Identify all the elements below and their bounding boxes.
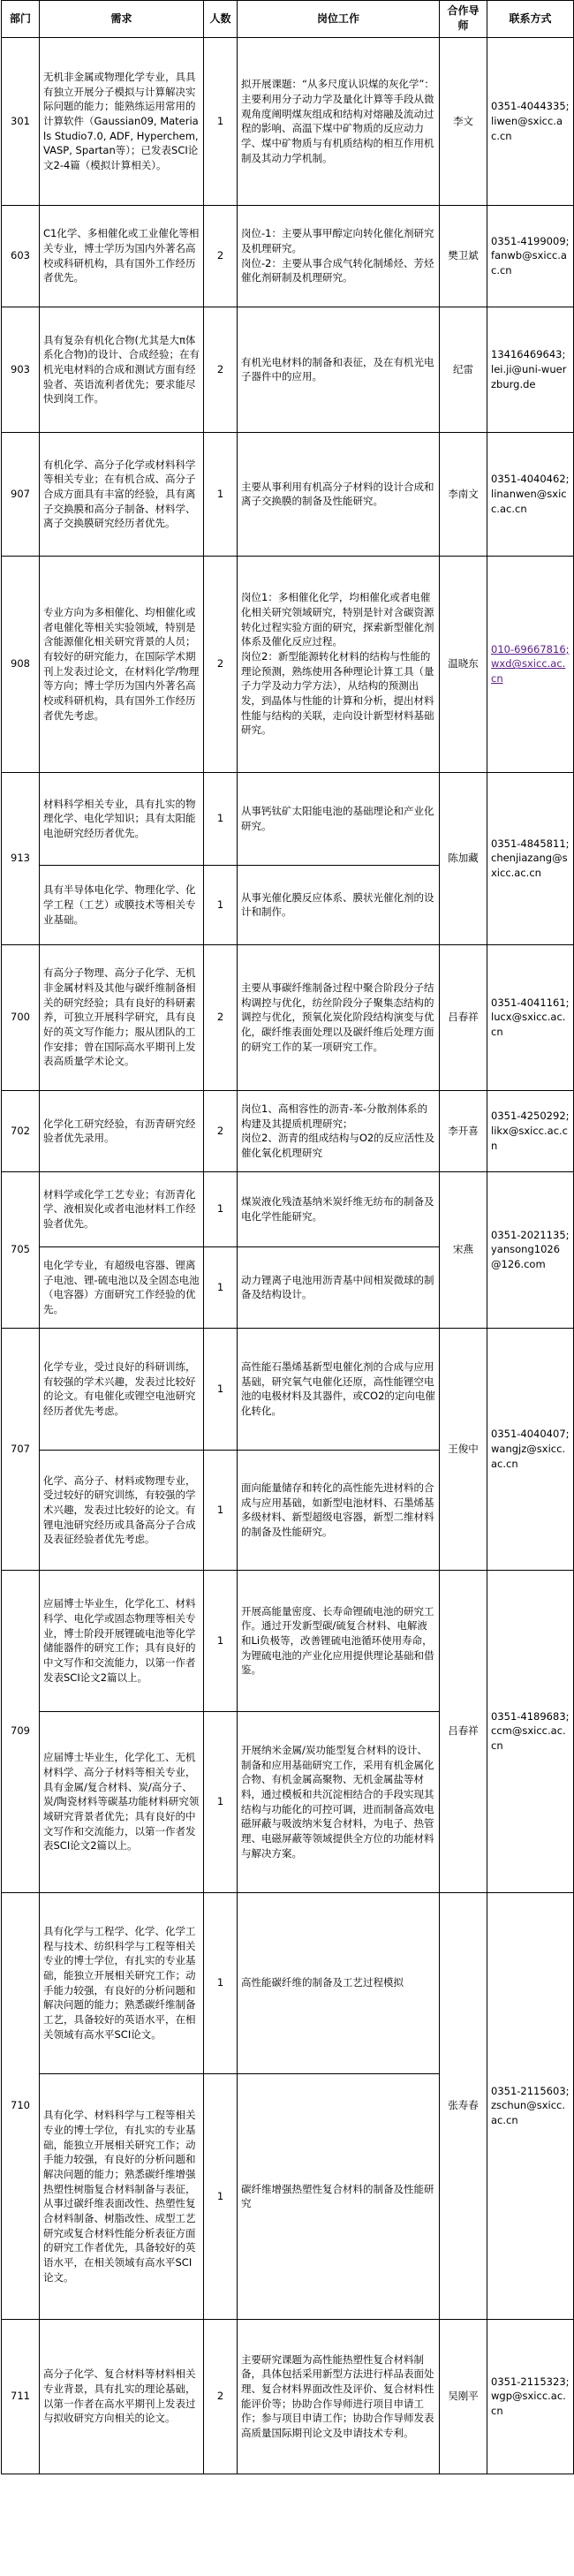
duty-cell: 高性能石墨烯基新型电催化剂的合成与应用基础，研究氧气电催化还原，高性能锂空电池的电极材料及其器件，或CO2的定向电催化转化。 [238,1328,440,1450]
tutor-cell: 李开喜 [440,1090,487,1171]
tutor-cell: 李文 [440,37,487,205]
count-cell: 1 [204,2073,238,2319]
count-cell: 1 [204,1450,238,1570]
count-cell: 1 [204,772,238,865]
requirement-cell: 化学专业，受过良好的科研训练，有较强的学术兴趣，发表过比较好的论文。有电催化或锂空电池研究经历者优先考虑。 [40,1328,204,1450]
dept-cell: 903 [2,307,40,432]
tutor-cell: 温晓东 [440,556,487,772]
header-row [2,1,574,38]
table-row [2,205,574,307]
count-cell: 1 [204,37,238,205]
count-cell: 1 [204,1892,238,2073]
duty-cell: 开展纳米金属/炭功能型复合材料的设计、制备和应用基础研究工作，采用有机金属化合物、有机金属高聚物、无机金属盐等材料，通过模板和共沉淀相结合的手段实现其结构与功能化的可控可调，进而制备高效电磁屏蔽与吸波纳米复合材料，为电子、热管理、电磁屏蔽等领域提供全方位的功能材料与解决方案。 [238,1711,440,1892]
duty-cell: 拟开展课题：“从多尺度认识煤的灰化学”：主要利用分子动力学及量化计算等手段从微观角度阐明煤灰组成和结构对熔融及流动过程的影响、高温下煤中矿物质的反应动力学、煤中矿物质与有机质结构的相互作用机制及其动力学机制。 [238,37,440,205]
count-cell: 2 [204,205,238,307]
header-dept: 部门 [2,1,40,38]
contact-cell: 0351-4250292; likx@sxicc.ac.cn [487,1090,574,1171]
requirement-cell: 具有复杂有机化合物(尤其是大π体系化合物)的设计、合成经验；在有机光电材料的合成和测试方面有经验者、英语流利者优先；要求能尽快到岗工作。 [40,307,204,432]
tutor-cell: 吕春祥 [440,944,487,1090]
requirement-cell: 化学化工研究经验，有沥青研究经验者优先录用。 [40,1090,204,1171]
table-row [2,556,574,772]
duty-cell: 主要从事碳纤维制备过程中聚合阶段分子结构调控与优化，纺丝阶段分子聚集态结构的调控与优化，预氧化炭化阶段结构演变与优化，碳纤维表面处理以及碳纤维后处理方面的研究工作的某一项研究工作。 [238,944,440,1090]
tutor-cell: 王俊中 [440,1328,487,1570]
requirement-cell: 具有半导体电化学、物理化学、化学工程（工艺）或膜技术等相关专业基础。 [40,865,204,944]
contact-cell: 0351-4189683; ccm@sxicc.ac.cn [487,1570,574,1892]
dept-cell: 707 [2,1328,40,1570]
table-row [2,1328,574,1450]
table-row [2,1090,574,1171]
requirement-cell: 有高分子物理、高分子化学、无机非金属材料及其他与碳纤维制备相关的研究经验；具有良好的科研素养，可独立开展科学研究，具有良好的英文写作能力；服从团队的工作安排；曾在国际高水平期刊上发表高质量学术论文。 [40,944,204,1090]
tutor-cell: 张寿春 [440,1892,487,2319]
tutor-cell: 宋燕 [440,1171,487,1328]
contact-cell: 0351-2021135; yansong1026@126.com [487,1171,574,1328]
contact-cell: 0351-4040407; wangjz@sxicc.ac.cn [487,1328,574,1570]
requirement-cell: 化学、高分子、材料或物理专业，受过较好的研究训练，有较强的学术兴趣，发表过比较好的论文。有锂电池研究经历或具备高分子合成及表征经验者优先考虑。 [40,1450,204,1570]
requirement-cell: 应届博士毕业生，化学化工、材料科学、电化学或固态物理等相关专业，博士阶段开展锂硫电池等化学储能器件的研究工作；具有良好的中文写作和交流能力，以第一作者发表SCI论文2篇以上。 [40,1570,204,1711]
contact-cell: 0351-2115603; zschun@sxicc.ac.cn [487,1892,574,2319]
table-row [2,944,574,1090]
tutor-cell: 樊卫斌 [440,205,487,307]
count-cell: 1 [204,1711,238,1892]
count-cell: 1 [204,1570,238,1711]
requirement-cell: 应届博士毕业生，化学化工、无机材料学、高分子材料等相关专业，具有金属/复合材料、炭/高分子、炭/陶瓷材料等碳基功能材料研究领域研究背景者优先；具有良好的中文写作和交流能力，以第一作者发表SCI论文2篇以上。 [40,1711,204,1892]
duty-cell: 开展高能量密度、长寿命锂硫电池的研究工作。通过开发新型碳/硫复合材料、电解液和Li负极等，改善锂硫电池循环使用寿命，为锂硫电池的产业化应用提供理论基础和借鉴。 [238,1570,440,1711]
tutor-cell: 陈加藏 [440,772,487,944]
requirement-cell: 有机化学、高分子化学或材料科学等相关专业；在有机合成、高分子合成方面具有丰富的经验，具有离子交换膜和高分子制备、材料学、离子交换膜研究经历者优先。 [40,432,204,556]
recruitment-table [1,0,574,2474]
table-row [2,432,574,556]
dept-cell: 603 [2,205,40,307]
duty-cell: 动力锂离子电池用沥青基中间相炭微球的制备及结构设计。 [238,1246,440,1328]
table-row [2,37,574,205]
requirement-cell: 电化学专业，有超级电容器、锂离子电池、锂-硫电池以及全固态电池（电容器）方面研究工作经验的优先。 [40,1246,204,1328]
table-row [2,1570,574,1711]
dept-cell: 709 [2,1570,40,1892]
contact-cell[interactable] [487,556,574,772]
table-row [2,1171,574,1246]
table-row [2,1892,574,2073]
count-cell: 1 [204,1171,238,1246]
duty-cell: 岗位1：多相催化化学，均相催化或者电催化相关研究领域研究，特别是针对含碳资源转化过程实验方面的研究，探索新型催化剂体系及催化反应过程。 岗位2：新型能源转化材料的结构与性能的理论预测，熟练使用各种理论计算工具（量子力学及动力学方法），从结构的预测出发，到晶体与性能的计算和分析，提出材料性能与结构的关联，走向设计新型材料基础研究。 [238,556,440,772]
count-cell: 2 [204,2319,238,2474]
requirement-cell: 具有化学、材料科学与工程等相关专业的博士学位，有扎实的专业基础，能独立开展相关研究工作；动手能力较强，有良好的分析问题和解决问题的能力；熟悉碳纤维增强热塑性树脂复合材料制备与表征，从事过碳纤维表面改性、热塑性复合材料制备、树脂改性、成型工艺研究或复合材料性能分析表征方面的研究工作者优先，具备较好的英语水平，在相关领域有高水平SCI论文。 [40,2073,204,2319]
duty-cell: 岗位1、高相容性的沥青-苯-分散剂体系的构建及其提质机理研究； 岗位2、沥青的组成结构与O2的反应活性及催化氧化机理研究 [238,1090,440,1171]
contact-cell: 0351-4044335; liwen@sxicc.ac.cn [487,37,574,205]
header-duty: 岗位工作 [238,1,440,38]
tutor-cell: 李南文 [440,432,487,556]
table-row [2,772,574,865]
duty-cell: 面向能量储存和转化的高性能先进材料的合成与应用基础，如新型电池材料、石墨烯基多级材料、新型超级电容器，新型二维材料的制备及性能研究。 [238,1450,440,1570]
dept-cell: 710 [2,1892,40,2319]
dept-cell: 913 [2,772,40,944]
dept-cell: 702 [2,1090,40,1171]
duty-cell: 主要研究课题为高性能热塑性复合材料制备，具体包括采用新型方法进行样品表面处理、复合材料界面改性及评价、复合材料性能评价等；协助合作导师进行项目申请工作；参与项目申请工作；协助合作导师发表高质量国际期刊论文及申请技术专利。 [238,2319,440,2474]
tutor-cell: 纪雷 [440,307,487,432]
dept-cell: 908 [2,556,40,772]
count-cell: 2 [204,1090,238,1171]
duty-cell: 碳纤维增强热塑性复合材料的制备及性能研究 [238,2073,440,2319]
requirement-cell: 高分子化学、复合材料等材料相关专业背景，具有扎实的理论基础，以第一作者在高水平期刊上发表过与拟收研究方向相关的论文。 [40,2319,204,2474]
count-cell: 1 [204,865,238,944]
header-contact: 联系方式 [487,1,574,38]
requirement-cell: 材料科学相关专业，具有扎实的物理化学、电化学知识；具有太阳能电池研究经历者优先。 [40,772,204,865]
header-count: 人数 [204,1,238,38]
requirement-cell: 具有化学与工程学、化学、化学工程与技术、纺织科学与工程等相关专业的博士学位，有扎实的专业基础，能独立开展相关研究工作；动手能力较强，有良好的分析问题和解决问题的能力；熟悉碳纤维制备工艺，具备较好的英语水平，在相关领域有高水平SCI论文。 [40,1892,204,2073]
duty-cell: 从事钙钛矿太阳能电池的基础理论和产业化研究。 [238,772,440,865]
count-cell: 1 [204,1328,238,1450]
requirement-cell: 材料学或化学工艺专业；有沥青化学、液相炭化或者电池材料工作经验者优先。 [40,1171,204,1246]
requirement-cell: 无机非金属或物理化学专业，具具有独立开展分子模拟与计算解决实际问题的能力；能熟练运用常用的计算软件（Gaussian09, Materials Studio7.0, ADF, Hyperchem, VASP, Spartan等）；已发表SCI论文2-4篇（模拟计算相关）。 [40,37,204,205]
header-tutor: 合作导师 [440,1,487,38]
duty-cell: 主要从事利用有机高分子材料的设计合成和离子交换膜的制备及性能研究。 [238,432,440,556]
count-cell: 2 [204,556,238,772]
count-cell: 1 [204,432,238,556]
table-row [2,307,574,432]
dept-cell: 907 [2,432,40,556]
contact-cell: 0351-4040462; linanwen@sxicc.ac.cn [487,432,574,556]
tutor-cell: 吕春祥 [440,1570,487,1892]
count-cell: 2 [204,307,238,432]
tutor-cell: 吴刚平 [440,2319,487,2474]
contact-cell: 13416469643; lei.ji@uni-wuerzburg.de [487,307,574,432]
dept-cell: 711 [2,2319,40,2474]
header-requirement: 需求 [40,1,204,38]
count-cell: 2 [204,944,238,1090]
table-row [2,2319,574,2474]
dept-cell: 705 [2,1171,40,1328]
requirement-cell: C1化学、多相催化或工业催化等相关专业，博士学历为国内外著名高校或科研机构，具有国外工作经历者优先。 [40,205,204,307]
duty-cell: 岗位-1：主要从事甲醇定向转化催化剂研究及机理研究。 岗位-2：主要从事合成气转化制烯烃、芳烃催化剂研制及机理研究。 [238,205,440,307]
duty-cell: 煤炭液化残渣基纳米炭纤维无纺布的制备及电化学性能研究。 [238,1171,440,1246]
contact-cell: 0351-4845811; chenjiazang@sxicc.ac.cn [487,772,574,944]
dept-cell: 700 [2,944,40,1090]
duty-cell: 从事光催化膜反应体系、膜状光催化剂的设计和制作。 [238,865,440,944]
contact-email-link[interactable]: 010-69667816; wxd@sxicc.ac.cn [491,642,570,686]
dept-cell: 301 [2,37,40,205]
contact-cell: 0351-4041161; lucx@sxicc.ac.cn [487,944,574,1090]
duty-cell: 有机光电材料的制备和表征，及在有机光电子器件中的应用。 [238,307,440,432]
count-cell: 1 [204,1246,238,1328]
contact-cell: 0351-4199009; fanwb@sxicc.ac.cn [487,205,574,307]
requirement-cell: 专业方向为多相催化、均相催化或者电催化等相关实验领域，特别是含能源催化相关研究背景的人员；有较好的研究能力，在国际学术期刊上发表过论文，在材料化学/物理等方向；博士学历为国内外著名高校或科研机构，具有国外工作经历者优先考虑。 [40,556,204,772]
contact-cell: 0351-2115323; wgp@sxicc.ac.cn [487,2319,574,2474]
duty-cell: 高性能碳纤维的制备及工艺过程模拟 [238,1892,440,2073]
